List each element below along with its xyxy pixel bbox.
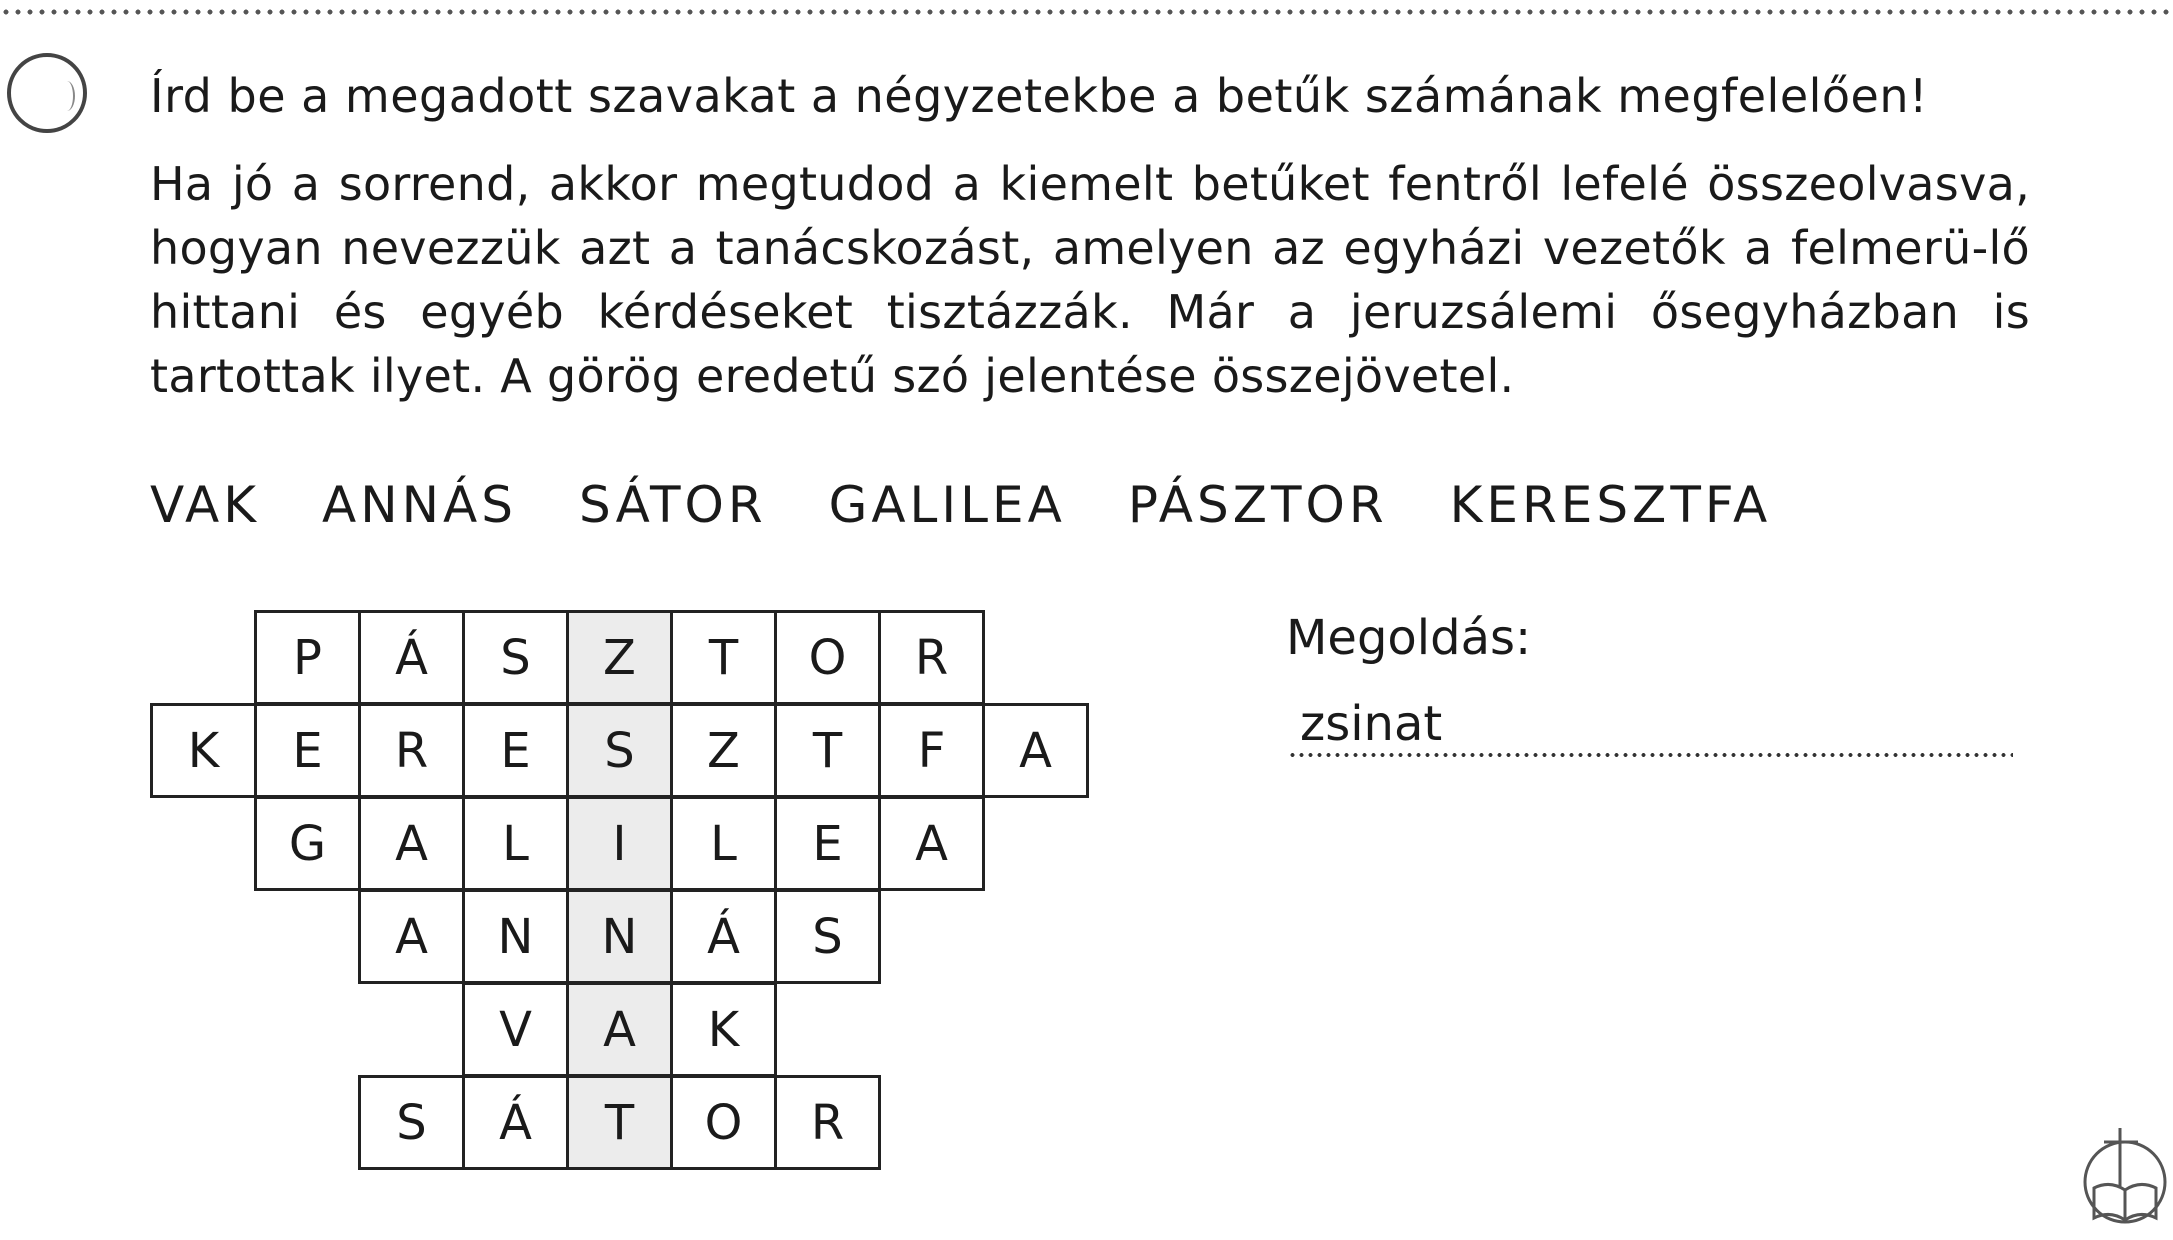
top-dotted-separator — [0, 8, 2173, 16]
crossword-cell[interactable]: Á — [670, 889, 777, 984]
crossword-cell[interactable]: V — [462, 982, 569, 1077]
crossword-cell[interactable]: E — [254, 703, 361, 798]
crossword-cell[interactable]: A — [358, 889, 465, 984]
crossword-cell[interactable]: N — [462, 889, 569, 984]
solution-answer: zsinat — [1300, 696, 1443, 752]
crossword-cell[interactable]: R — [774, 1075, 881, 1170]
word-bank-item: GALILEA — [828, 476, 1066, 534]
crossword-cell[interactable]: Á — [358, 610, 465, 705]
crossword-cell[interactable]: G — [254, 796, 361, 891]
word-bank-item: PÁSZTOR — [1127, 476, 1388, 534]
crossword-cell[interactable]: S — [774, 889, 881, 984]
crossword-cell[interactable]: A — [358, 796, 465, 891]
task-checkbox-icon[interactable] — [7, 53, 87, 133]
task-instruction: Írd be a megadott szavakat a négyzetekbe a betűk számának megfelelően! — [150, 69, 1928, 123]
crossword-cell[interactable]: R — [358, 703, 465, 798]
crossword-cell[interactable]: T — [670, 610, 777, 705]
crossword-cell-highlighted[interactable]: A — [566, 982, 673, 1077]
crossword-cell[interactable]: S — [358, 1075, 465, 1170]
crossword-cell[interactable]: T — [774, 703, 881, 798]
word-bank — [150, 470, 1771, 540]
crossword-cell[interactable]: E — [774, 796, 881, 891]
crossword-cell[interactable]: R — [878, 610, 985, 705]
crossword-cell[interactable]: L — [462, 796, 569, 891]
solution-label: Megoldás: — [1286, 610, 1532, 666]
crossword-cell[interactable]: S — [462, 610, 569, 705]
solution-answer-line[interactable] — [1288, 696, 2013, 758]
crossword-cell[interactable]: A — [982, 703, 1089, 798]
crossword-cell[interactable]: O — [774, 610, 881, 705]
crossword-cell[interactable]: O — [670, 1075, 777, 1170]
word-bank-item: VAK — [150, 476, 260, 534]
crossword-cell-highlighted[interactable]: N — [566, 889, 673, 984]
crossword-cell[interactable]: K — [150, 703, 257, 798]
word-bank-item: ANNÁS — [322, 476, 517, 534]
word-bank-item: SÁTOR — [578, 476, 767, 534]
crossword-cell[interactable]: F — [878, 703, 985, 798]
crossword-cell[interactable]: K — [670, 982, 777, 1077]
word-bank-item: KERESZTFA — [1449, 476, 1772, 534]
crossword-cell-highlighted[interactable]: T — [566, 1075, 673, 1170]
crossword-cell[interactable]: Á — [462, 1075, 569, 1170]
task-description: Ha jó a sorrend, akkor megtudod a kiemelt betűket fentről lefelé összeolvasva, hogyan nevezzük azt a tanácskozást, amelyen az egyházi vezetők a felmerü-lő hittani és egyéb kérdéseket tisztázzák. Már a jeruzsálemi ősegyházban is tartottak ilyet. A görög eredetű szó jelentése összejövetel. — [150, 157, 2030, 403]
cross-book-logo-icon — [2080, 1126, 2170, 1226]
crossword-cell-highlighted[interactable]: I — [566, 796, 673, 891]
crossword-cell[interactable]: E — [462, 703, 569, 798]
crossword-cell-highlighted[interactable]: S — [566, 703, 673, 798]
crossword-cell-highlighted[interactable]: Z — [566, 610, 673, 705]
crossword-grid — [150, 610, 1110, 1180]
crossword-cell[interactable]: L — [670, 796, 777, 891]
crossword-cell[interactable]: P — [254, 610, 361, 705]
crossword-cell[interactable]: A — [878, 796, 985, 891]
crossword-cell[interactable]: Z — [670, 703, 777, 798]
